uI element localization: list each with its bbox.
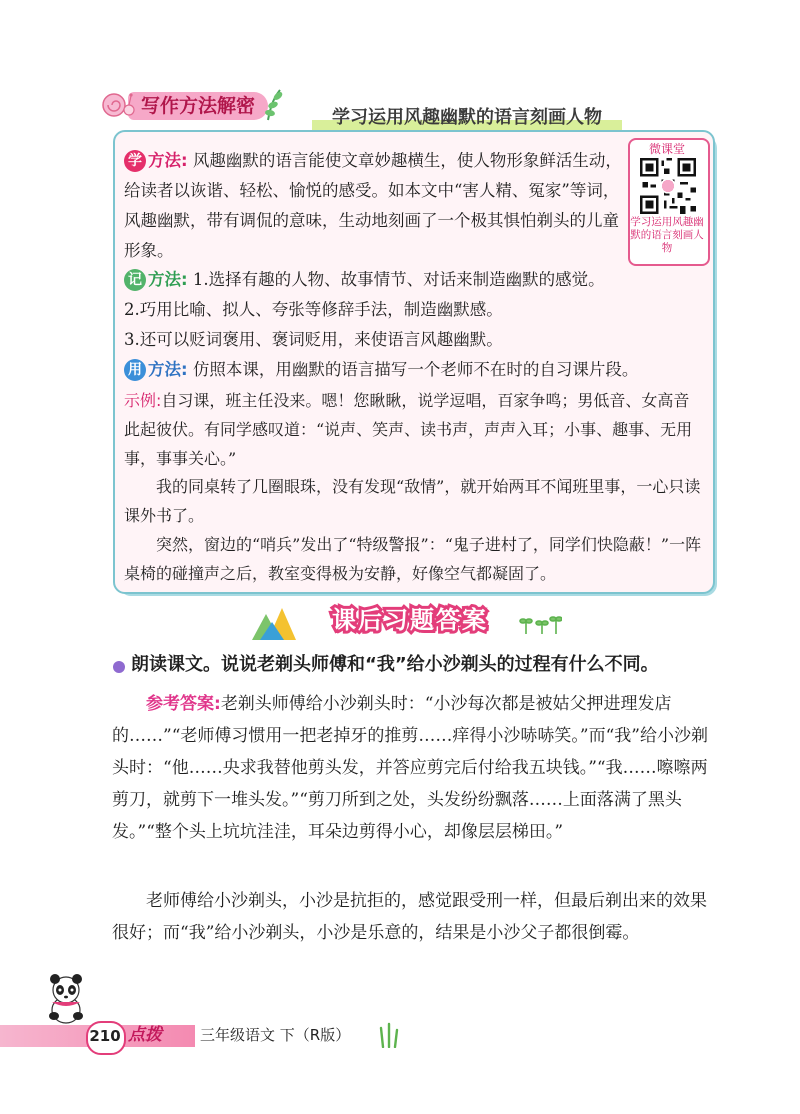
example-paragraph-2: 我的同桌转了几圈眼珠，没有发现“敌情”，就开始两耳不闻班里事，一心只读课外书了。 — [124, 477, 701, 525]
remember-method — [124, 265, 704, 355]
use-method-paragraph — [124, 355, 704, 385]
remember-item-2: 2.巧用比喻、拟人、夸张等修辞手法，制造幽默感。 — [124, 300, 503, 319]
example-label: 示例: — [124, 391, 162, 410]
example-paragraph-3: 突然，窗边的“哨兵”发出了“特级警报”：“鬼子进村了，同学们快隐蔽！”一阵桌椅的碰撞声之后，教室变得极为安静，好像空气都凝固了。 — [124, 535, 702, 583]
learn-label: 方法: — [148, 151, 188, 170]
answer-paragraph-2: 老师傅给小沙剃头，小沙是抗拒的，感觉跟受刑一样，但最后剃出来的效果很好；而“我”给小沙剃头，小沙是乐意的，结果是小沙父子都很倒霉。 — [112, 891, 707, 943]
book-info: 三年级语文 下（R版） — [200, 1026, 351, 1044]
section-subtitle: 学习运用风趣幽默的语言刻画人物 — [332, 107, 602, 128]
example-paragraph-1 — [124, 386, 704, 473]
leaf-sprig-icon — [262, 86, 286, 122]
grass-decoration-icon — [378, 1022, 402, 1048]
panda-mascot-icon — [44, 972, 88, 1024]
learn-method-paragraph — [124, 146, 624, 266]
example-text-1: 自习课，班主任没来。嗯！您瞅瞅，说学逗唱，百家争鸣；男低音、女高音此起彼伏。有同学感叹道：“说声、笑声、读书声，声声入耳；小事、趣事、无用事，事事关心。” — [124, 391, 693, 468]
use-text: 仿照本课，用幽默的语言描写一个老师不在时的自习课片段。 — [192, 360, 639, 379]
remember-item-3: 3.还可以贬词褒用、褒词贬用，来使语言风趣幽默。 — [124, 330, 503, 349]
remember-item-1 — [124, 265, 704, 295]
page-number: 210 — [89, 1027, 121, 1045]
learn-badge: 学 — [124, 150, 146, 172]
qr-card-title: 微课堂 — [648, 142, 685, 156]
answer-label: 参考答案: — [146, 694, 221, 714]
section-title-answers: 课后习题答案 — [332, 606, 488, 634]
sprout-decoration-icon — [518, 612, 562, 634]
brand-name: 点拨 — [128, 1025, 162, 1045]
remember-label: 方法: — [148, 270, 188, 289]
answer-text-1: 老剃头师傅给小沙剃头时：“小沙每次都是被姑父押进理发店的……”“老师傅习惯用一把老掉牙的推剪……痒得小沙哧哧笑。”而“我”给小沙剃头时：“他……央求我替他剪头发，并答应剪完后付给我五块钱。”“我……嚓嚓两剪刀，就剪下一堆头发。”“剪刀所到之处，头发纷纷飘落……上面落满了黑头发。”“整个头上坑坑洼洼，耳朵边剪得小心，却像层层梯田。” — [112, 694, 708, 842]
qr-code-icon[interactable] — [640, 158, 696, 214]
learn-text: 风趣幽默的语言能使文章妙趣横生，使人物形象鲜活生动，给读者以诙谐、轻松、愉悦的感受。如本文中“害人精、冤家”等词，风趣幽默，带有调侃的意味，生动地刻画了一个极其惧怕剃头的儿童形象。 — [124, 151, 622, 260]
section-title-writing-method: 写作方法解密 — [128, 92, 268, 120]
answer-paragraph-1 — [112, 688, 722, 848]
question-bullet-icon — [113, 661, 125, 673]
snail-mascot-icon — [100, 88, 136, 118]
qr-caption: 学习运用风趣幽默的语言刻画人物 — [630, 216, 704, 254]
use-label: 方法: — [148, 360, 188, 379]
question-text: 朗读课文。说说老剃头师傅和“我”给小沙剃头的过程有什么不同。 — [131, 654, 659, 675]
use-badge: 用 — [124, 359, 146, 381]
remember-item-1-text: 1.选择有趣的人物、故事情节、对话来制造幽默的感觉。 — [192, 270, 605, 289]
remember-badge: 记 — [124, 269, 146, 291]
